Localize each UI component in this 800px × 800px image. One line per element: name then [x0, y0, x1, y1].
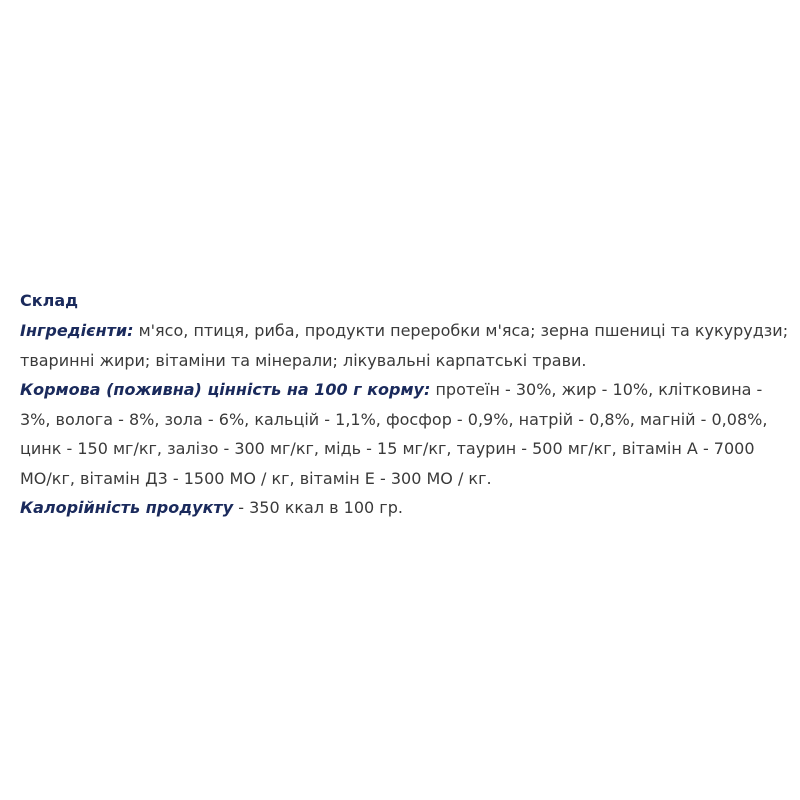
nutrition-paragraph [20, 375, 790, 493]
calories-text: - 350 ккал в 100 гр. [233, 498, 403, 517]
calories-label: Калорійність продукту [20, 498, 234, 517]
composition-heading: Склад [20, 291, 79, 310]
ingredients-text: м'ясо, птиця, риба, продукти переробки м'яса; зерна пшениці та кукурудзи; тваринні жири; вітаміни та мінерали; лікувальні карпатські трави. [20, 321, 789, 370]
calories-paragraph [20, 493, 790, 523]
nutrition-label: Кормова (поживна) цінність на 100 г корму: [20, 380, 431, 399]
ingredients-label: Інгредієнти: [20, 321, 134, 340]
product-composition [20, 286, 790, 523]
ingredients-paragraph [20, 316, 790, 375]
nutrition-text: протеїн - 30%, жир - 10%, клітковина - 3%, волога - 8%, зола - 6%, кальцій - 1,1%, фосфор - 0,9%, натрій - 0,8%, магній - 0,08%, цинк - 150 мг/кг, залізо - 300 мг/кг, мідь - 15 мг/кг, таурин - 500 мг/кг, вітамін А - 7000 МО/кг, вітамін Д3 - 1500 МО / кг, вітамін Е - 300 МО / кг. [20, 380, 768, 488]
